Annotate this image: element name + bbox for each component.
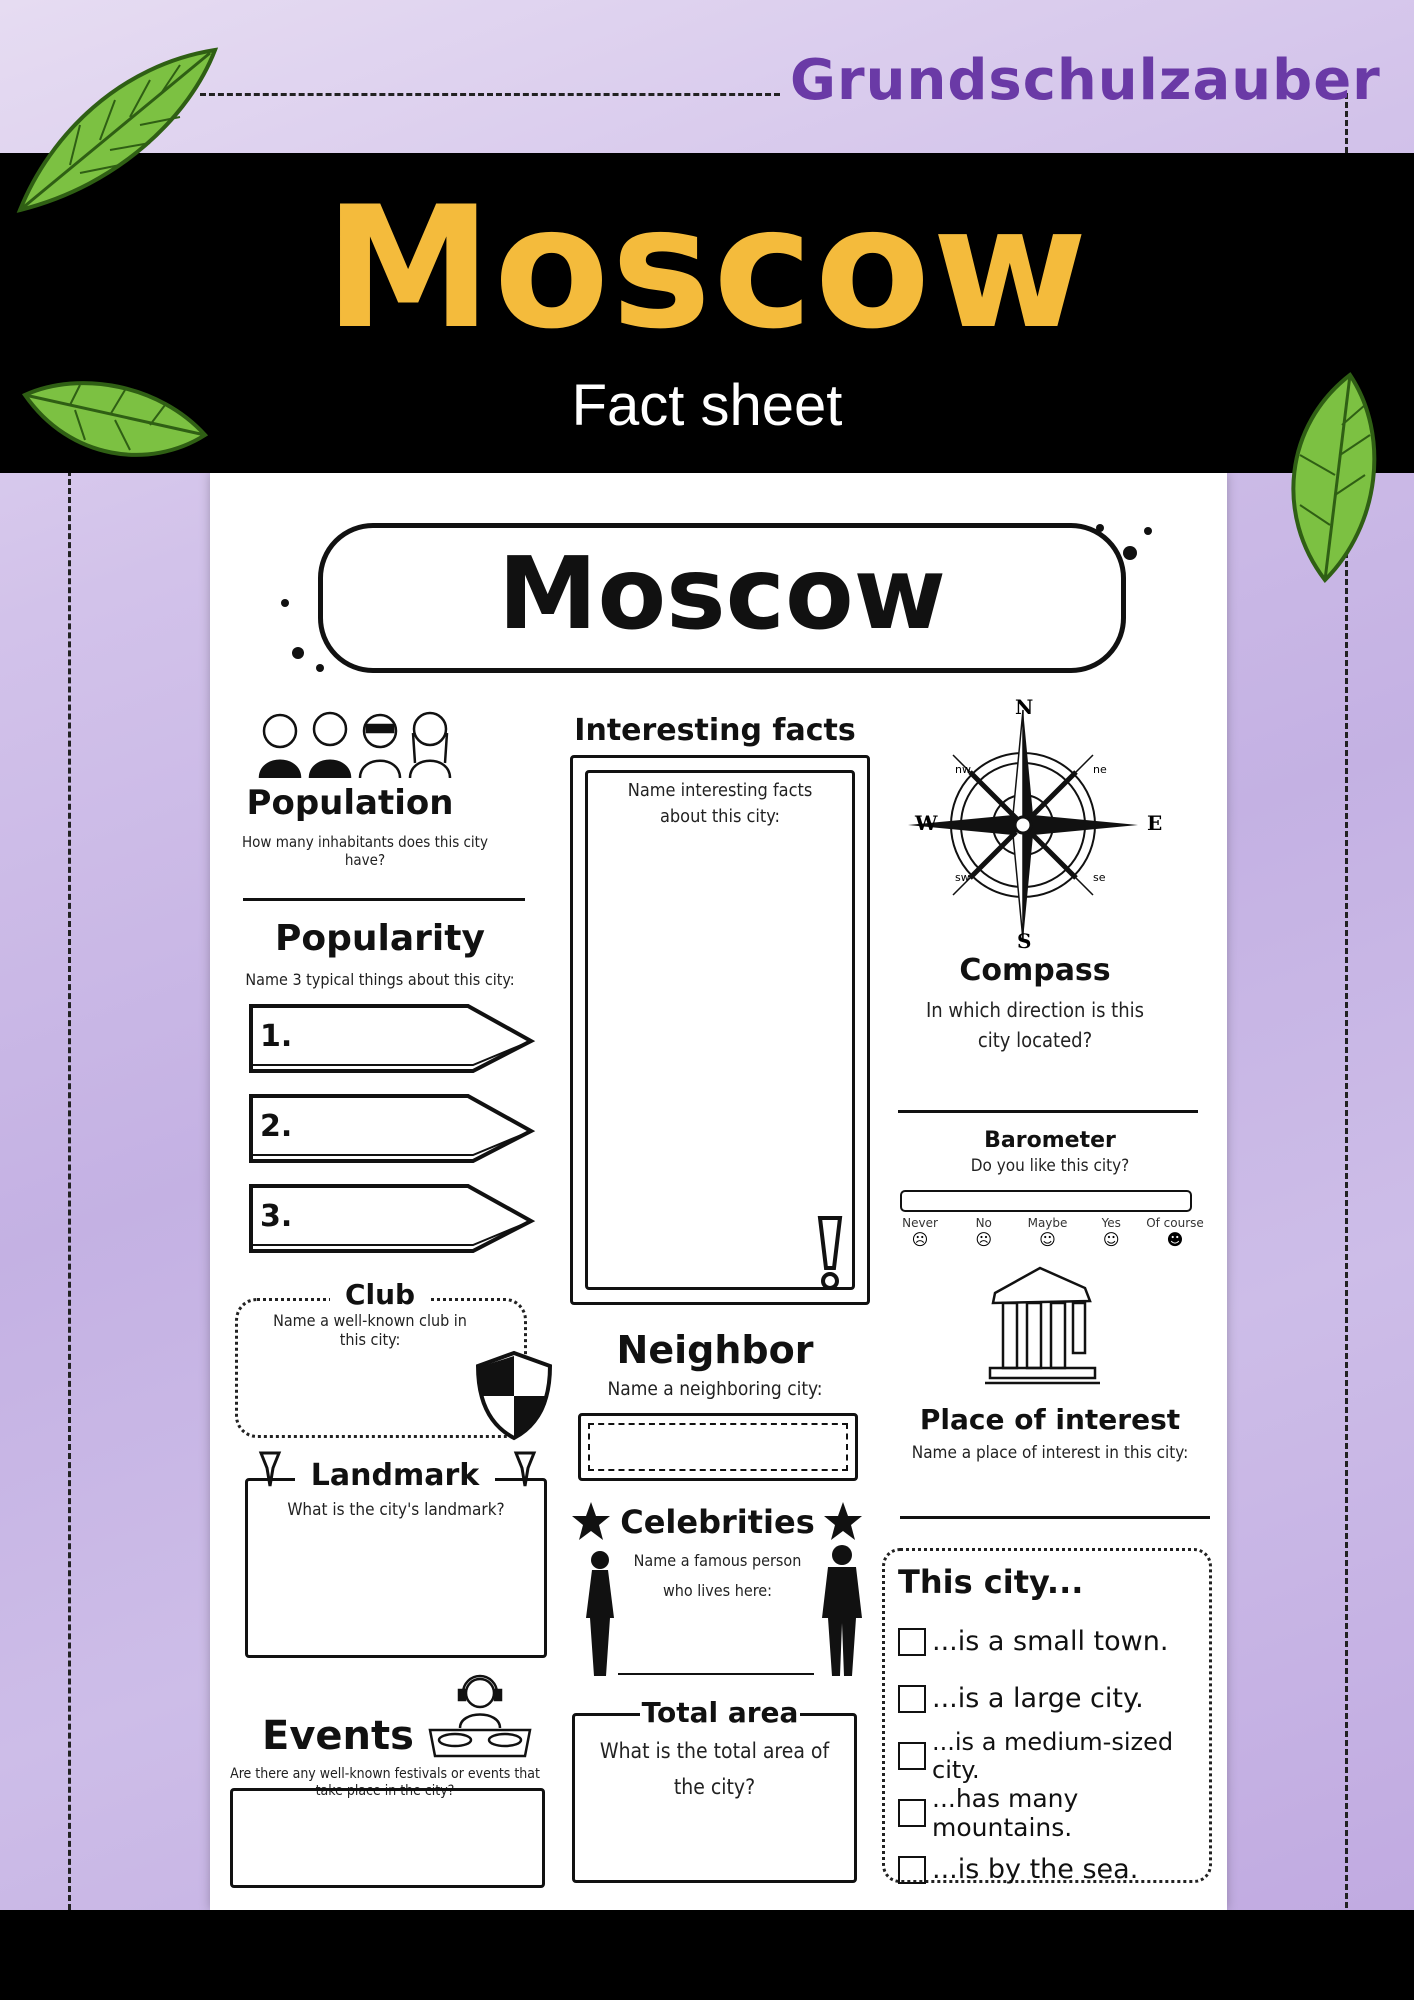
compass-label-e: E [1147, 811, 1163, 835]
barometer-option-maybe[interactable]: Maybe ☺ [1018, 1216, 1078, 1249]
compass-label-n: N [1015, 695, 1034, 719]
total-area-title: Total area [641, 1696, 799, 1729]
neighbor-inner-dash [588, 1423, 848, 1471]
barometer-labels [890, 1216, 1205, 1249]
popularity-item-number: 2. [260, 1109, 293, 1144]
landmark-prompt: What is the city's landmark? [287, 1500, 505, 1520]
face-icon: ☻ [1166, 1230, 1184, 1249]
face-icon: ☹ [911, 1230, 929, 1249]
club-title: Club [330, 1278, 430, 1311]
checkbox[interactable] [898, 1685, 926, 1713]
barometer-option-no[interactable]: No ☹ [954, 1216, 1014, 1249]
compass-label-se: se [1093, 871, 1106, 884]
checkbox[interactable] [898, 1856, 926, 1884]
leaf-icon [1270, 365, 1390, 585]
neighbor-prompt: Name a neighboring city: [607, 1378, 823, 1400]
this-city-title: This city... [898, 1563, 1084, 1601]
popularity-prompt: Name 3 typical things about this city: [245, 970, 515, 989]
checkbox[interactable] [898, 1628, 926, 1656]
barometer-option-yes[interactable]: Yes ☺ [1081, 1216, 1141, 1249]
pin-icon [255, 1448, 285, 1488]
brand-name: Grundschulzauber [790, 48, 1381, 113]
compass-answer-line[interactable] [898, 1110, 1198, 1113]
page-subtitle: Fact sheet [571, 373, 843, 438]
this-city-option[interactable]: ...is by the sea. [898, 1841, 1208, 1898]
dashed-border-left [68, 470, 71, 1910]
people-icon [255, 703, 455, 778]
leaf-icon [20, 375, 210, 475]
exclamation-icon [810, 1213, 850, 1293]
pin-icon [510, 1448, 540, 1488]
neighbor-title: Neighbor [616, 1328, 814, 1372]
city-title: Moscow [497, 535, 947, 652]
this-city-options [898, 1613, 1208, 1898]
this-city-option[interactable]: ...is a large city. [898, 1670, 1208, 1727]
population-answer-line[interactable] [243, 898, 525, 901]
population-prompt: How many inhabitants does this city have? [242, 833, 488, 869]
landmark-title: Landmark [295, 1458, 495, 1493]
compass-prompt: In which direction is this city located? [926, 998, 1144, 1052]
barometer-option-of-course[interactable]: Of course ☻ [1146, 1216, 1204, 1249]
fact-sheet [210, 473, 1227, 1910]
compass-label-ne: ne [1093, 763, 1107, 776]
popularity-item-number: 1. [260, 1019, 293, 1054]
interesting-facts-prompt: Name interesting facts about this city: [627, 780, 813, 827]
popularity-title: Popularity [275, 918, 485, 959]
compass-label-s: S [1017, 929, 1032, 953]
dashed-border-top [200, 93, 780, 96]
man-silhouette-icon [820, 1543, 865, 1678]
place-of-interest-answer-line[interactable] [900, 1516, 1210, 1519]
bottom-bar [0, 1910, 1414, 2000]
barometer-scale[interactable] [900, 1190, 1192, 1212]
barometer-option-never[interactable]: Never ☹ [890, 1216, 950, 1249]
place-of-interest-title: Place of interest [919, 1403, 1181, 1436]
club-prompt: Name a well-known club in this city: [273, 1311, 467, 1349]
popularity-item[interactable] [248, 1183, 538, 1255]
celebrities-answer-line[interactable] [618, 1673, 814, 1675]
face-icon: ☹ [975, 1230, 993, 1249]
popularity-item[interactable] [248, 1093, 538, 1165]
compass-label-sw: sw [955, 871, 970, 884]
celebrities-title: Celebrities [620, 1503, 815, 1541]
compass-title: Compass [959, 953, 1111, 988]
temple-ruin-icon [985, 1263, 1100, 1388]
popularity-item-number: 3. [260, 1199, 293, 1234]
face-icon: ☺ [1102, 1230, 1120, 1249]
shield-icon [472, 1348, 557, 1443]
interesting-facts-title: Interesting facts [574, 713, 856, 748]
this-city-option[interactable]: ...is a small town. [898, 1613, 1208, 1670]
barometer-prompt: Do you like this city? [970, 1156, 1130, 1176]
this-city-option[interactable]: ...has many mountains. [898, 1784, 1208, 1841]
events-title: Events [262, 1713, 414, 1759]
this-city-option[interactable]: ...is a medium-sized city. [898, 1727, 1208, 1784]
compass-label-w: W [915, 811, 938, 835]
popularity-list [248, 1003, 548, 1263]
interesting-facts-answer-box[interactable] [585, 770, 855, 1290]
place-of-interest-prompt: Name a place of interest in this city: [911, 1443, 1189, 1463]
total-area-prompt: What is the total area of the city? [599, 1739, 830, 1799]
dj-icon [425, 1668, 535, 1763]
barometer-title: Barometer [984, 1128, 1116, 1153]
checkbox[interactable] [898, 1742, 926, 1770]
population-title: Population [246, 783, 454, 823]
leaf-icon [10, 25, 225, 215]
compass-label-nw: nw [955, 763, 971, 776]
checkbox[interactable] [898, 1799, 926, 1827]
page-title: Moscow [324, 170, 1090, 366]
events-prompt: Are there any well-known festivals or events that take place in the city? [230, 1766, 540, 1799]
woman-silhouette-icon [580, 1548, 620, 1678]
ink-dots [270, 503, 1170, 683]
celebrities-prompt: Name a famous person who lives here: [633, 1551, 802, 1600]
popularity-item[interactable] [248, 1003, 538, 1075]
face-icon: ☺ [1039, 1230, 1056, 1249]
events-answer-box[interactable] [230, 1788, 545, 1888]
